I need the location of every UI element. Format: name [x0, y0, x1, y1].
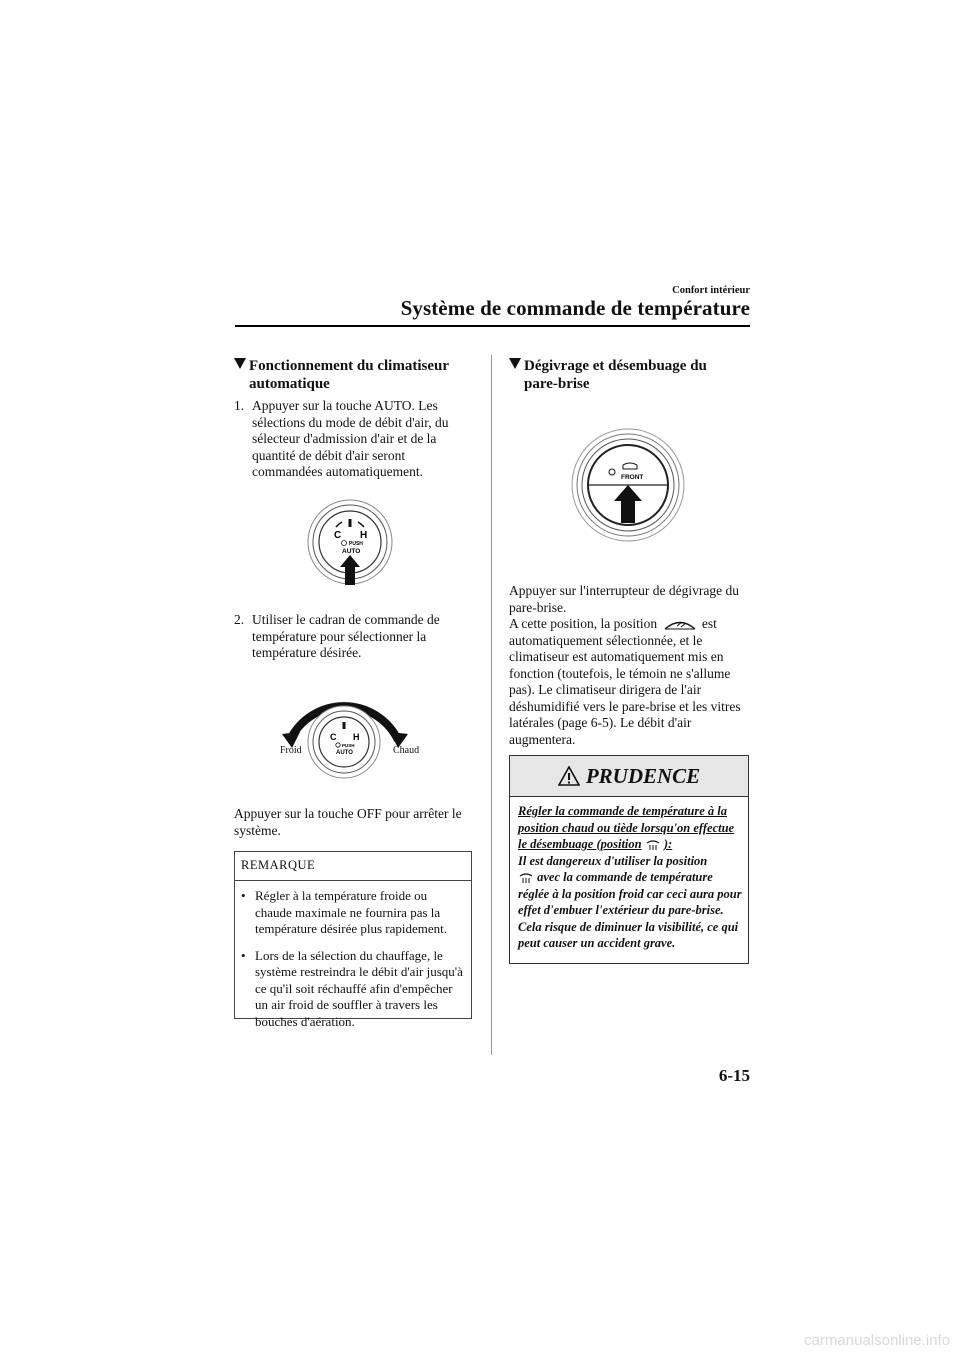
svg-text:AUTO: AUTO	[336, 750, 353, 756]
press-arrow-icon	[340, 555, 360, 585]
off-instruction: Appuyer sur la touche OFF pour arrêter le système.	[234, 806, 462, 838]
windshield-mode-icon	[661, 618, 699, 632]
caution-box	[509, 755, 749, 964]
chapter-label: Confort intérieur	[672, 285, 750, 296]
auto-dial-figure	[300, 495, 400, 595]
triangle-bullet-icon	[234, 358, 246, 369]
note-title: REMARQUE	[241, 858, 316, 872]
step-1: 1. Appuyer sur la touche AUTO. Les sélections du mode de débit d'air, du sélecteur d'admission d'air et de la quantité de débit d'air seront commandées automatiquement.	[234, 398, 449, 479]
bullet-icon: •	[241, 947, 246, 963]
warning-triangle-icon	[558, 766, 580, 786]
dial-push-label: PUSH	[349, 541, 363, 547]
dial-auto-label: AUTO	[342, 548, 361, 555]
watermark: carmanualsonline.info	[804, 1332, 950, 1349]
note-list	[241, 888, 465, 1040]
defrost-paragraph-2: A cette position, la position est automatiquement sélectionnée, et le climatiseur est automatiquement mis en fonction (toutefois, le témoin ne s'allume pas). Le climatiseur dirigera de l'air déshumidifié vers le pare-brise et les vitres latérales (page 6-5). Le débit d'air augmentera.	[509, 616, 741, 747]
svg-text:PUSH: PUSH	[342, 743, 355, 748]
label-cold: Froid	[280, 745, 302, 756]
note-box	[234, 851, 472, 1029]
defrost-icon	[645, 839, 661, 851]
dial-c-label: C	[334, 530, 342, 541]
bullet-icon: •	[241, 888, 246, 903]
page-number: 6-15	[718, 1066, 750, 1085]
press-arrow-icon	[614, 485, 642, 523]
header-rule	[235, 325, 750, 327]
caution-title: PRUDENCE	[585, 763, 701, 788]
front-label: FRONT	[621, 474, 644, 481]
triangle-bullet-icon	[509, 358, 521, 369]
list-item: • Lors de la sélection du chauffage, le système restreindra le débit d'air jusqu'à ce qu'il soit réchauffé afin d'empêcher un air froid de souffler à travers les bouches d'aération.	[241, 947, 463, 1029]
caution-text: Régler la commande de température à la position chaud ou tiède lorsqu'on effectue le désembuage (position ): Il est dangereux d'utiliser la position avec la commande de température réglée à la position froid car ceci aura pour effet d'embuer l'extérieur du pare-brise. Cela risque de diminuer la visibilité, ce qui peut causer un accident grave.	[518, 804, 742, 950]
defrost-paragraph-1: Appuyer sur l'interrupteur de dégivrage du pare-brise.	[509, 583, 739, 615]
right-heading: Dégivrage et désembuage du pare-brise	[509, 357, 749, 393]
defrost-icon	[518, 872, 534, 884]
section-title: Système de commande de température	[400, 296, 750, 320]
step-2: 2. Utiliser le cadran de commande de température pour sélectionner la température désirée.	[234, 612, 440, 660]
dial-h-label: H	[360, 530, 368, 541]
column-divider	[491, 355, 492, 1055]
svg-text:C: C	[330, 732, 337, 742]
label-hot: Chaud	[393, 745, 420, 756]
svg-text:H: H	[353, 732, 360, 742]
caution-header	[510, 756, 748, 797]
list-item: • Régler à la température froide ou chaude maximale ne fournira pas la température désirée plus rapidement.	[241, 888, 448, 936]
temperature-dial-figure	[280, 680, 410, 780]
front-defroster-figure	[568, 425, 688, 545]
defrost-icon	[623, 463, 637, 469]
left-heading: Fonctionnement du climatiseur automatique	[234, 357, 474, 393]
